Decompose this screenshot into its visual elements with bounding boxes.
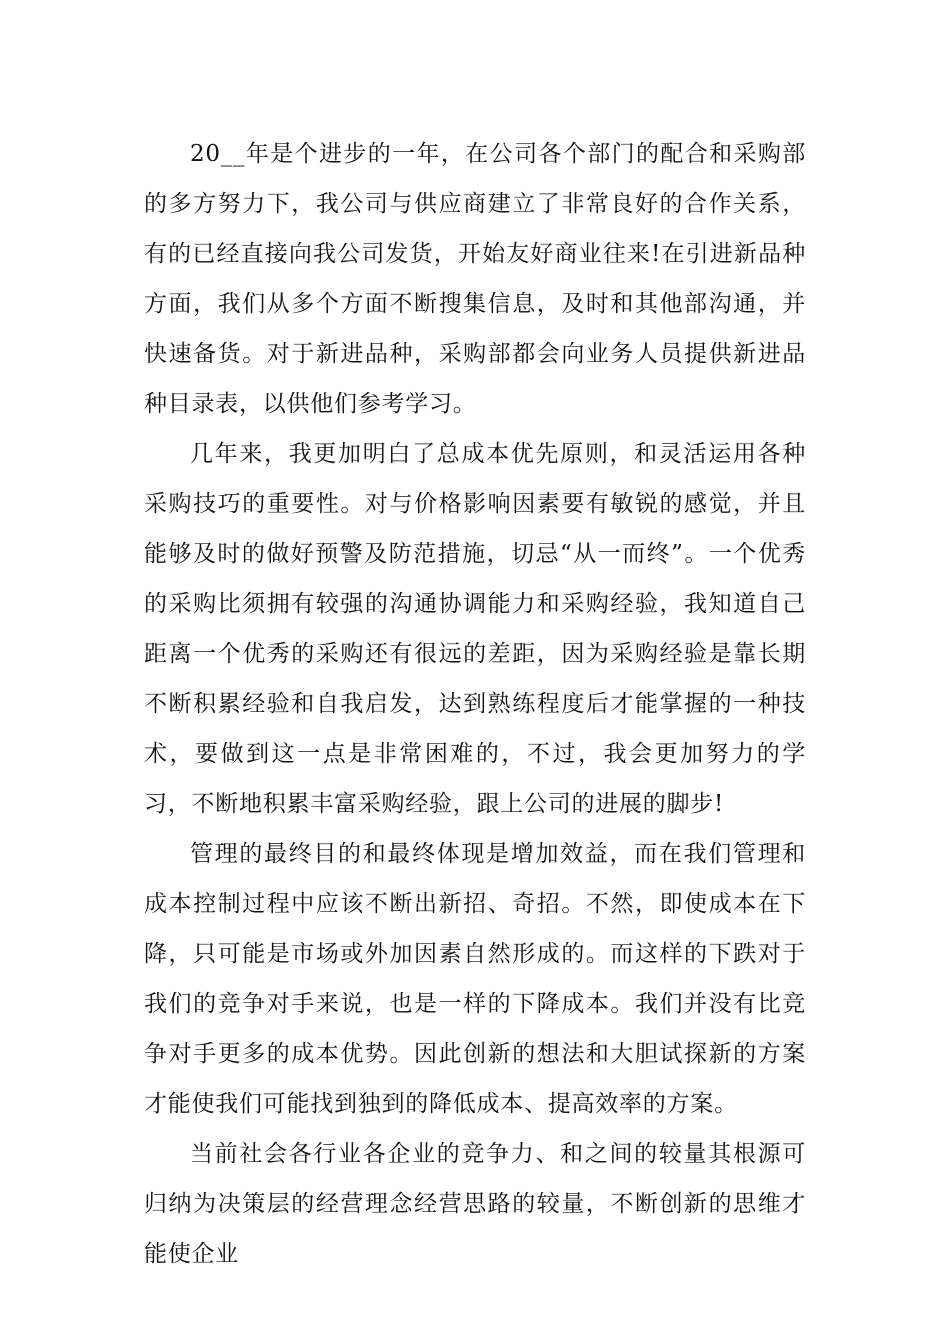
paragraph-cost-principle: 几年来，我更加明白了总成本优先原则，和灵活运用各种采购技巧的重要性。对与价格影响因素要有敏锐的感觉，并且能够及时的做好预警及防范措施，切忌“从一而终”。一个优秀的采购比须拥有较强的沟通协调能力和采购经验，我知道自己距离一个优秀的采购还有很远的差距，因为采购经验是靠长期不断积累经验和自我启发，达到熟练程度后才能掌握的一种技术，要做到这一点是非常困难的，不过，我会更加努力的学习，不断地积累丰富采购经验，跟上公司的进展的脚步! <box>144 441 806 817</box>
document-body <box>144 129 806 1279</box>
paragraph-management-goal: 管理的最终目的和最终体现是增加效益，而在我们管理和成本控制过程中应该不断出新招、奇招。不然，即使成本在下降，只可能是市场或外加因素自然形成的。而这样的下跌对于我们的竞争对手来说，也是一样的下降成本。我们并没有比竞争对手更多的成本优势。因此创新的想法和大胆试探新的方案才能使我们可能找到独到的降低成本、提高效率的方案。 <box>144 841 806 1117</box>
paragraph-competition: 当前社会各行业各企业的竞争力、和之间的较量其根源可归纳为决策层的经营理念经营思路的较量，不断创新的思维才能使企业 <box>144 1141 806 1267</box>
paragraph-progress-year: 20__年是个进步的一年，在公司各个部门的配合和采购部的多方努力下，我公司与供应商建立了非常良好的合作关系，有的已经直接向我公司发货，开始友好商业往来!在引进新品种方面，我们从多个方面不断搜集信息，及时和其他部沟通，并快速备货。对于新进品种，采购部都会向业务人员提供新进品种目录表，以供他们参考学习。 <box>144 141 806 417</box>
